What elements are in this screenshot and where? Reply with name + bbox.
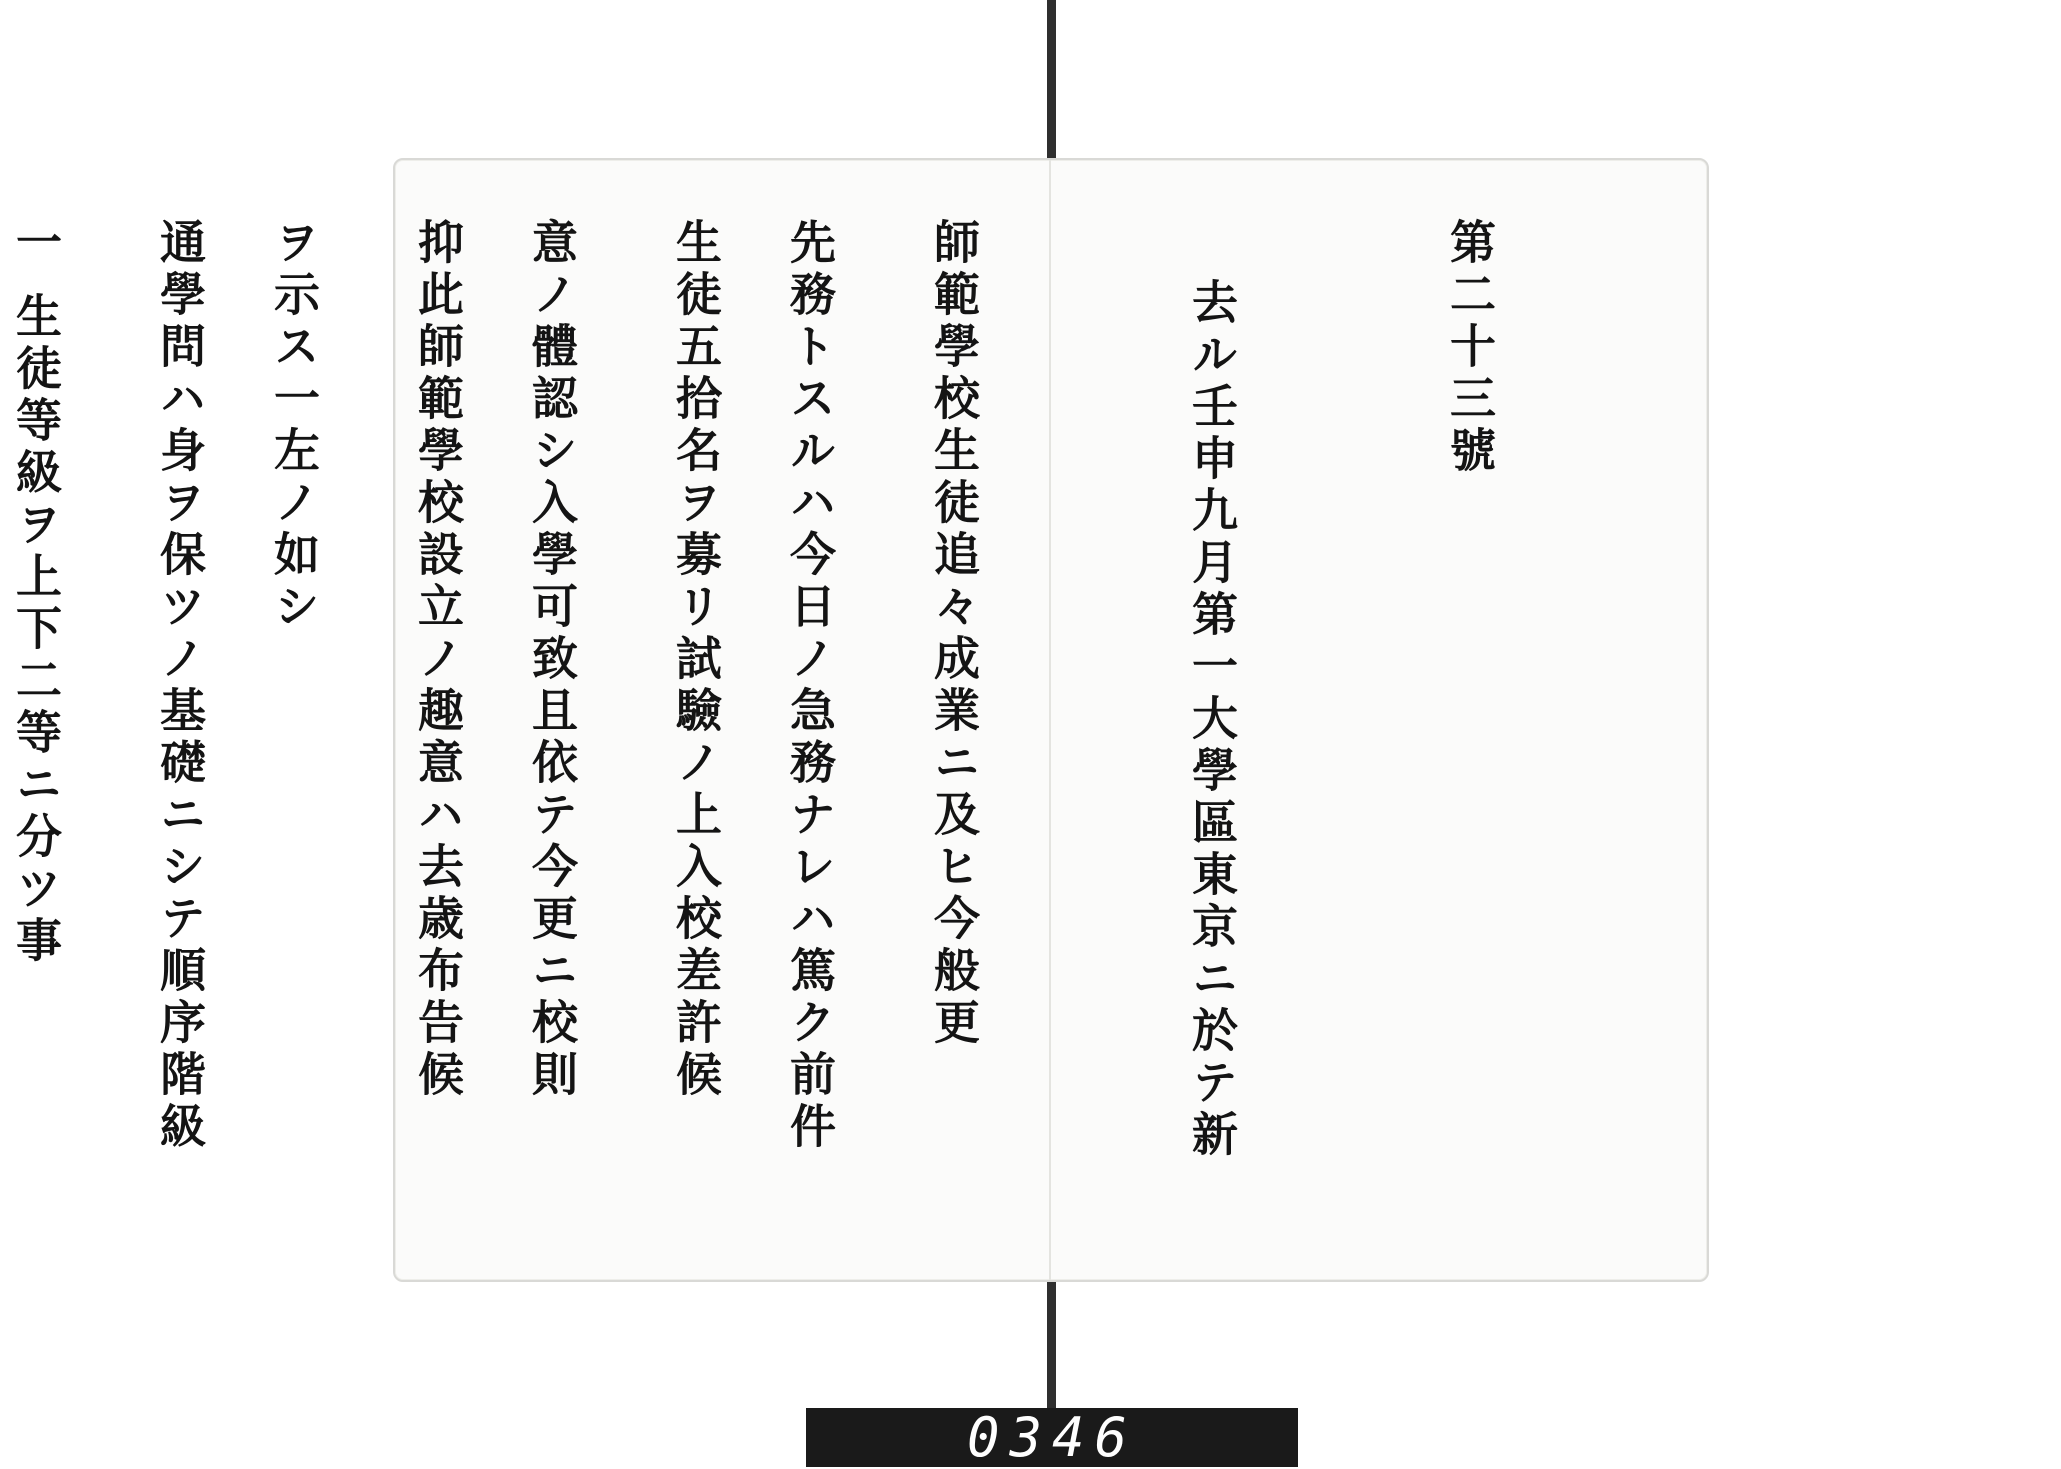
binding-rod-top [1047, 0, 1056, 160]
text-column: 生徒五拾名ヲ募リ試驗ノ上入校差許候 [669, 218, 723, 1102]
text-column: 意ノ體認シ入學可致且依テ今更ニ校則 [525, 218, 579, 1102]
list-item: 一 生徒等級ヲ上下二等ニ分ツ事 [9, 218, 63, 969]
document-title: 第二十三號 [1443, 218, 1497, 478]
text-column: 通學問ハ身ヲ保ツノ基礎ニシテ順序階級 [153, 218, 207, 1154]
text-column: 去ル壬申九月第一大學區東京ニ於テ新 [1185, 278, 1239, 1162]
binding-rod-bottom [1047, 1282, 1056, 1412]
text-column: 師範學校生徒追々成業ニ及ヒ今般更 [927, 218, 981, 1050]
text-column: 先務トスルハ今日ノ急務ナレハ篤ク前件 [783, 218, 837, 1154]
frame-number: 0346 [806, 1408, 1298, 1467]
text-column: 抑此師範學校設立ノ趣意ハ去歳布告候 [411, 218, 465, 1102]
text-column: ヲ示ス一左ノ如シ [267, 218, 321, 634]
document-spread [9, 158, 1709, 1282]
